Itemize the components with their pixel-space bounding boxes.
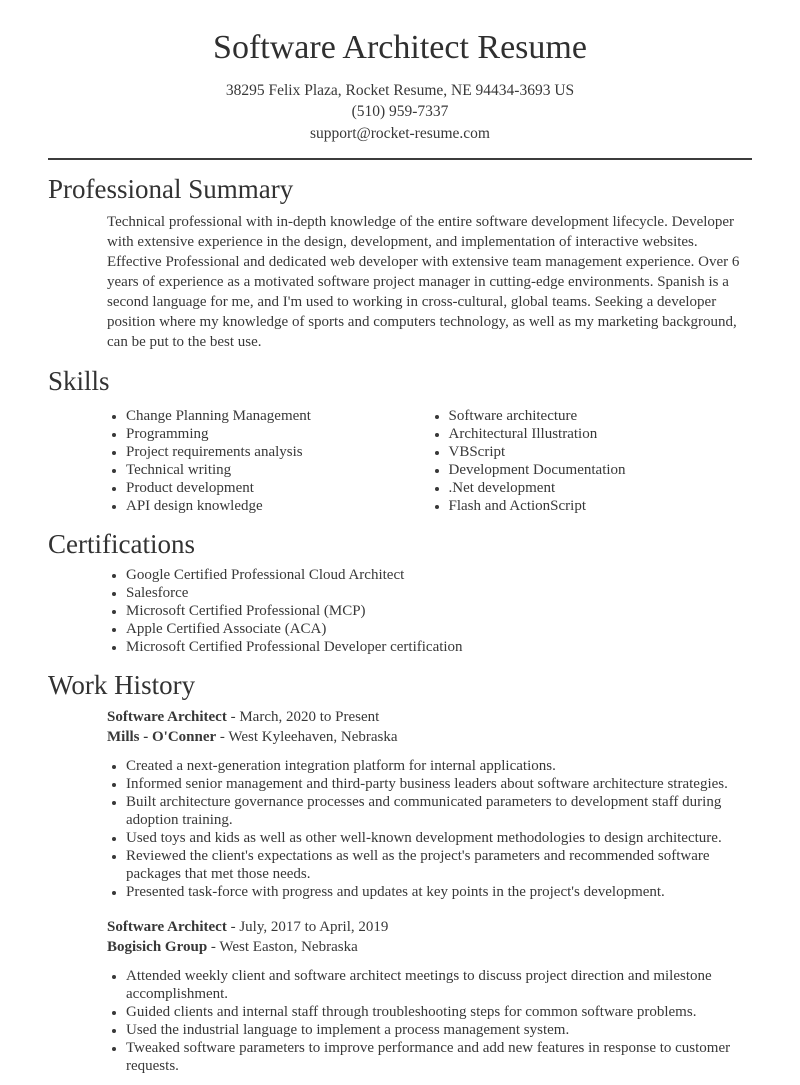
job-bullet: • Used the industrial language to implement a process management system. <box>126 1021 752 1039</box>
job-separator: - <box>219 728 225 745</box>
job-bullet: • Created a next-generation integration platform for internal applications. <box>126 757 752 775</box>
certification-item: • Microsoft Certified Professional Developer certification <box>126 638 752 656</box>
job-bullet: • Reviewed the client's expectations as well as the project's parameters and recommended software packages that met those needs. <box>126 847 752 883</box>
job-title-line <box>107 918 752 938</box>
job-entry <box>48 918 752 1075</box>
contact-phone: (510) 959-7337 <box>351 103 449 121</box>
section-certifications <box>48 530 752 657</box>
job-separator: - <box>230 709 236 726</box>
resume-header <box>48 28 752 144</box>
section-professional-summary <box>48 175 752 352</box>
job-location: West Kyleehaven, Nebraska <box>228 728 398 745</box>
skill-item: • Technical writing <box>126 461 430 479</box>
skill-item: • Software architecture <box>449 407 753 425</box>
section-skills <box>48 367 752 515</box>
page-title: Software Architect Resume <box>213 29 587 66</box>
section-work-history <box>48 671 752 1075</box>
contact-info <box>48 80 752 145</box>
job-entry <box>48 708 752 901</box>
job-bullet: • Used toys and kids as well as other well-known development methodologies to design architecture. <box>126 829 752 847</box>
skill-item: • .Net development <box>449 479 753 497</box>
header-divider <box>48 158 752 160</box>
certification-item: • Salesforce <box>126 584 752 602</box>
heading-certifications: Certifications <box>48 528 195 559</box>
job-header <box>107 918 752 957</box>
job-list <box>48 708 752 1075</box>
skill-item: • API design knowledge <box>126 497 430 515</box>
certification-item: • Google Certified Professional Cloud Architect <box>126 566 752 584</box>
skill-item: • Change Planning Management <box>126 407 430 425</box>
contact-address: 38295 Felix Plaza, Rocket Resume, NE 94434-3693 US <box>225 81 575 99</box>
skill-item: • Programming <box>126 425 430 443</box>
job-bullet: • Guided clients and internal staff through troubleshooting steps for common software problems. <box>126 1003 752 1021</box>
job-separator: - <box>210 938 216 955</box>
job-dates: March, 2020 to Present <box>239 709 380 726</box>
heading-work-history: Work History <box>48 670 196 701</box>
job-company: Mills - O'Conner <box>107 728 217 745</box>
skill-item: • Project requirements analysis <box>126 443 430 461</box>
skills-column-left <box>107 407 430 515</box>
job-bullet-list <box>107 757 752 901</box>
job-company: Bogisich Group <box>107 938 208 955</box>
contact-email: support@rocket-resume.com <box>310 124 490 142</box>
heading-professional-summary: Professional Summary <box>48 174 294 205</box>
job-bullet: • Presented task-force with progress and updates at key points in the project's development. <box>126 883 752 901</box>
certification-item: • Apple Certified Associate (ACA) <box>126 620 752 638</box>
job-title: Software Architect <box>107 919 227 936</box>
certifications-list <box>107 566 752 656</box>
summary-paragraph: Technical professional with in-depth knowledge of the entire software development lifecycle. Developer with extensive experience in the design, development, and implementation of interactive websites. Effective Professional and dedicated web developer with extensive team management experience. Over 6 years of experience as a motivated software project manager in cutting-edge environments. Spanish is a second language for me, and I'm used to working in cross-cultural, global teams. Seeking a developer position where my knowledge of sports and computers technology, as well as my marketing background, can be put to the best use. <box>107 213 740 350</box>
skill-item: • Flash and ActionScript <box>449 497 753 515</box>
job-bullet: • Built architecture governance processes and communicated parameters to development staff during adoption training. <box>126 793 752 829</box>
skills-columns <box>107 404 752 515</box>
job-bullet: • Attended weekly client and software architect meetings to discuss project direction and milestone accomplishment. <box>126 967 752 1003</box>
skill-item: • Architectural Illustration <box>449 425 753 443</box>
skills-column-right <box>430 407 753 515</box>
job-header <box>107 708 752 747</box>
job-bullet: • Tweaked software parameters to improve performance and add new features in response to customer requests. <box>126 1039 752 1075</box>
job-company-line <box>107 728 752 748</box>
job-bullet-list <box>107 967 752 1075</box>
skill-item: • VBScript <box>449 443 753 461</box>
job-location: West Easton, Nebraska <box>219 938 358 955</box>
skill-item: • Product development <box>126 479 430 497</box>
job-title: Software Architect <box>107 709 227 726</box>
job-separator: - <box>230 919 236 936</box>
job-title-line <box>107 708 752 728</box>
job-dates: July, 2017 to April, 2019 <box>239 919 389 936</box>
skill-item: • Development Documentation <box>449 461 753 479</box>
job-company-line <box>107 938 752 958</box>
certification-item: • Microsoft Certified Professional (MCP) <box>126 602 752 620</box>
job-bullet: • Informed senior management and third-party business leaders about software architecture strategies. <box>126 775 752 793</box>
heading-skills: Skills <box>48 365 110 396</box>
